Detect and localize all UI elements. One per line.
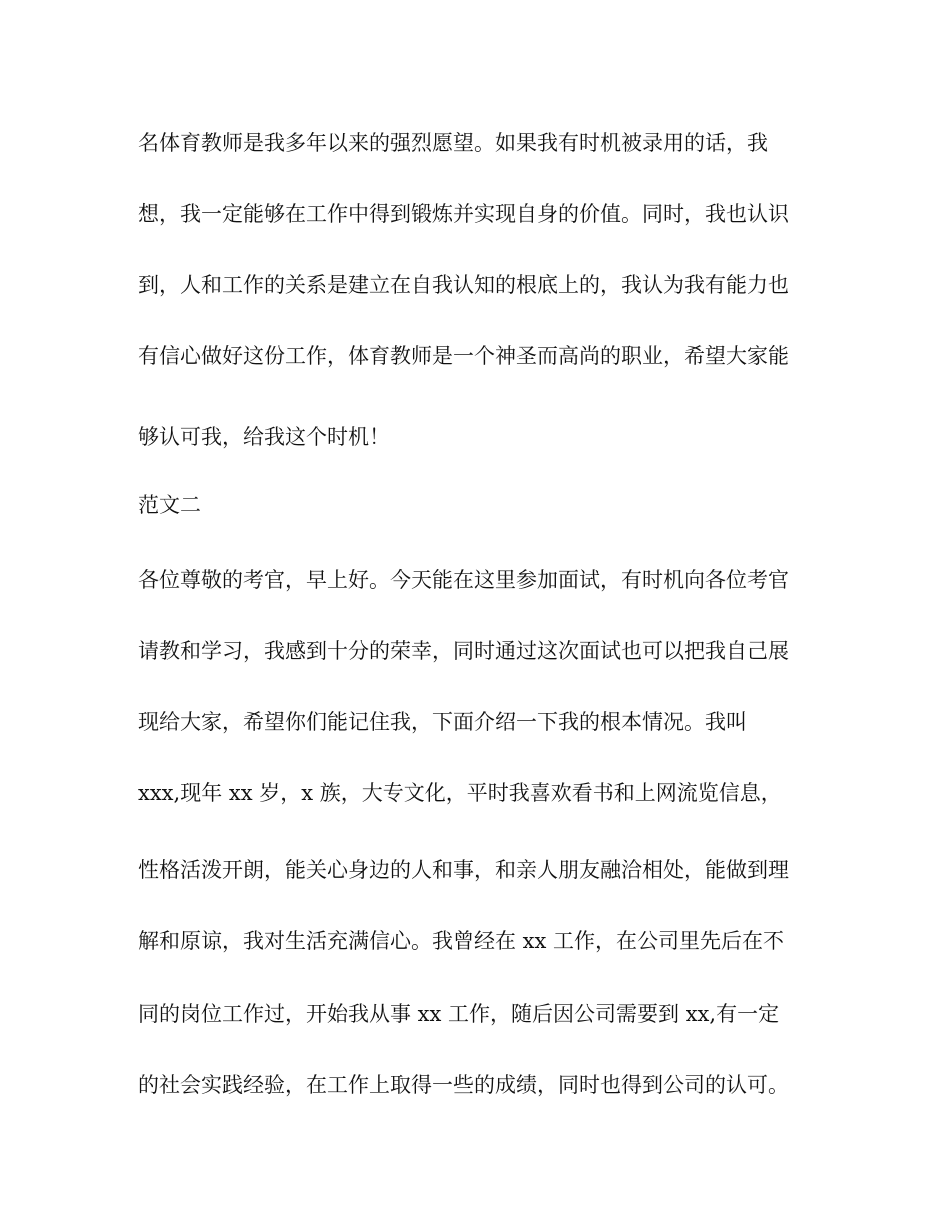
text-line: 各位尊敬的考官，早上好。今天能在这里参加面试，有时机向各位考官: [138, 568, 789, 592]
text-line: 现给大家，希望你们能记住我，下面介绍一下我的根本情况。我叫: [138, 710, 747, 734]
text-line: 解和原谅，我对生活充满信心。我曾经在 xx 工作，在公司里先后在不: [138, 929, 785, 953]
text-line: 的社会实践经验，在工作上取得一些的成绩，同时也得到公司的认可。: [138, 1073, 789, 1097]
text-line: 名体育教师是我多年以来的强烈愿望。如果我有时机被录用的话，我: [138, 131, 768, 155]
text-line: 够认可我，给我这个时机！: [138, 425, 390, 449]
text-line: 想，我一定能够在工作中得到锻炼并实现自身的价值。同时，我也认识: [138, 202, 789, 226]
text-line: 请教和学习，我感到十分的荣幸，同时通过这次面试也可以把我自己展: [138, 639, 789, 663]
text-line: 有信心做好这份工作，体育教师是一个神圣而高尚的职业，希望大家能: [138, 344, 789, 368]
text-line: xxx,现年 xx 岁，x 族，大专文化，平时我喜欢看书和上网流览信息，: [138, 781, 782, 805]
text-line: 同的岗位工作过，开始我从事 xx 工作，随后因公司需要到 xx,有一定: [138, 1002, 780, 1026]
text-line: 到，人和工作的关系是建立在自我认知的根底上的，我认为我有能力也: [138, 273, 789, 297]
section-heading: 范文二: [138, 493, 201, 517]
text-line: 性格活泼开朗，能关心身边的人和事，和亲人朋友融洽相处，能做到理: [138, 858, 789, 882]
